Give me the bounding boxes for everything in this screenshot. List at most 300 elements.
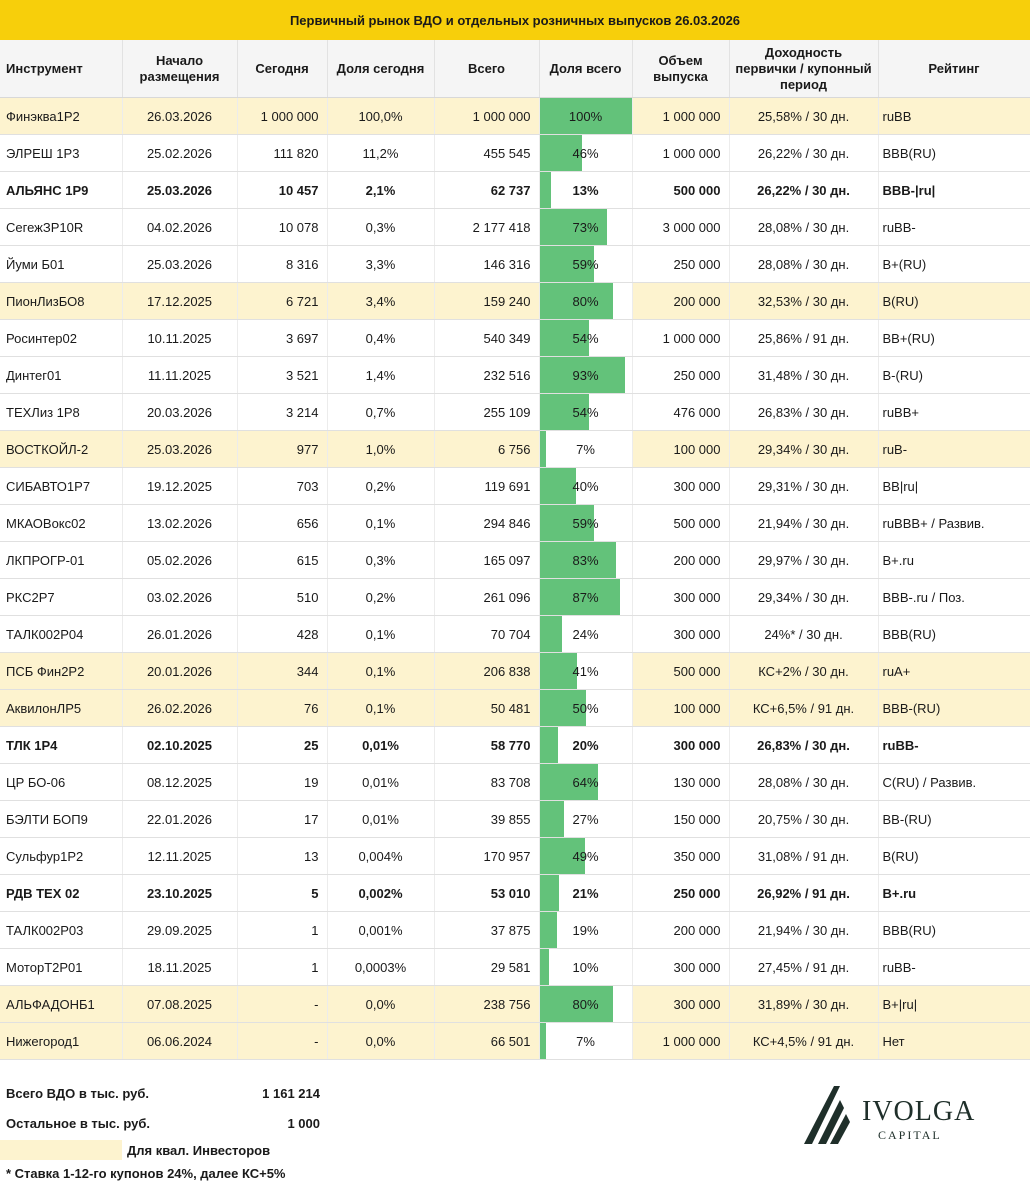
table-row [0,579,1030,616]
table-row [0,246,1030,283]
table-row [0,875,1030,912]
cell-total: 1 000 000 [434,98,539,135]
page-title [0,0,1030,40]
total-value: 1 161 214 [262,1086,320,1101]
cell-share-total [539,653,632,690]
cell-yield: 27,45% / 91 дн. [729,949,878,986]
share-total-label: 7% [576,1033,595,1049]
column-header-volume: Объем выпуска [632,40,729,98]
cell-share-total [539,801,632,838]
cell-share-total [539,98,632,135]
table-header-row [0,40,1030,98]
ivolga-logo [800,1078,1000,1153]
cell-volume: 500 000 [632,653,729,690]
share-total-label: 59% [572,515,599,531]
cell-share-today: 11,2% [327,135,434,172]
cell-total: 39 855 [434,801,539,838]
cell-start-date: 06.06.2024 [122,1023,237,1060]
logo-sub-text: CAPITAL [878,1128,942,1142]
cell-today: 10 457 [237,172,327,209]
cell-rating: BBB(RU) [878,616,1030,653]
cell-start-date: 25.03.2026 [122,431,237,468]
table-row [0,764,1030,801]
cell-start-date: 05.02.2026 [122,542,237,579]
cell-start-date: 08.12.2025 [122,764,237,801]
cell-yield: 31,89% / 30 дн. [729,986,878,1023]
other-value: 1 000 [287,1116,320,1131]
cell-today: 8 316 [237,246,327,283]
share-total-label: 7% [576,441,595,457]
total-label: Всего ВДО в тыс. руб. [6,1086,150,1101]
share-total-label: 83% [572,552,599,568]
cell-total: 232 516 [434,357,539,394]
cell-share-today: 0,0% [327,986,434,1023]
cell-share-today: 0,1% [327,653,434,690]
cell-rating: ruB- [878,431,1030,468]
table-row [0,209,1030,246]
cell-today: 111 820 [237,135,327,172]
cell-yield: 29,34% / 30 дн. [729,579,878,616]
cell-total: 119 691 [434,468,539,505]
cell-today: 1 [237,912,327,949]
cell-instrument: БЭЛТИ БОП9 [0,801,122,838]
cell-share-today: 0,3% [327,542,434,579]
cell-instrument: ВОСТКОЙЛ-2 [0,431,122,468]
share-total-label: 40% [572,478,599,494]
cell-start-date: 25.03.2026 [122,172,237,209]
cell-yield: 21,94% / 30 дн. [729,505,878,542]
cell-share-today: 0,2% [327,468,434,505]
cell-start-date: 10.11.2025 [122,320,237,357]
cell-today: 344 [237,653,327,690]
cell-start-date: 13.02.2026 [122,505,237,542]
cell-today: 1 [237,949,327,986]
share-total-label: 54% [572,404,599,420]
cell-yield: 26,83% / 30 дн. [729,394,878,431]
cell-total: 6 756 [434,431,539,468]
cell-start-date: 20.01.2026 [122,653,237,690]
cell-rating: BBB(RU) [878,135,1030,172]
cell-volume: 500 000 [632,505,729,542]
share-total-label: 80% [572,293,599,309]
cell-yield: 24%* / 30 дн. [729,616,878,653]
cell-rating: ruA+ [878,653,1030,690]
cell-share-today: 0,01% [327,764,434,801]
share-total-label: 20% [572,737,599,753]
cell-start-date: 26.01.2026 [122,616,237,653]
cell-share-today: 3,4% [327,283,434,320]
cell-volume: 500 000 [632,172,729,209]
cell-total: 159 240 [434,283,539,320]
cell-volume: 130 000 [632,764,729,801]
cell-share-today: 0,3% [327,209,434,246]
cell-yield: 29,31% / 30 дн. [729,468,878,505]
cell-rating: BBB(RU) [878,912,1030,949]
cell-volume: 1 000 000 [632,98,729,135]
cell-total: 2 177 418 [434,209,539,246]
cell-today: 977 [237,431,327,468]
cell-share-total [539,949,632,986]
cell-volume: 100 000 [632,690,729,727]
cell-instrument: ТАЛК002Р04 [0,616,122,653]
cell-rating: ruBB [878,98,1030,135]
column-header-rating: Рейтинг [878,40,1030,98]
cell-yield: 25,86% / 91 дн. [729,320,878,357]
cell-instrument: Динтег01 [0,357,122,394]
table-row [0,431,1030,468]
table-row [0,542,1030,579]
cell-rating: B+.ru [878,875,1030,912]
cell-rating: BB-(RU) [878,801,1030,838]
cell-share-total [539,209,632,246]
share-total-label: 13% [572,182,599,198]
cell-share-today: 0,2% [327,579,434,616]
cell-total: 70 704 [434,616,539,653]
cell-instrument: ТЛК 1Р4 [0,727,122,764]
table-row [0,468,1030,505]
cell-yield: 28,08% / 30 дн. [729,764,878,801]
cell-rating: C(RU) / Развив. [878,764,1030,801]
cell-volume: 1 000 000 [632,1023,729,1060]
table-row [0,172,1030,209]
cell-total: 294 846 [434,505,539,542]
table-row [0,653,1030,690]
cell-share-total [539,764,632,801]
cell-total: 62 737 [434,172,539,209]
cell-rating: Нет [878,1023,1030,1060]
cell-share-total [539,986,632,1023]
cell-yield: 31,08% / 91 дн. [729,838,878,875]
table-row [0,320,1030,357]
cell-instrument: Нижегород1 [0,1023,122,1060]
cell-instrument: Финэква1Р2 [0,98,122,135]
cell-instrument: ЭЛРЕШ 1Р3 [0,135,122,172]
table-row [0,912,1030,949]
cell-start-date: 11.11.2025 [122,357,237,394]
cell-instrument: ЦР БО-06 [0,764,122,801]
cell-volume: 250 000 [632,357,729,394]
cell-share-total [539,838,632,875]
cell-instrument: СегежЗР10R [0,209,122,246]
cell-today: - [237,1023,327,1060]
table-row [0,727,1030,764]
cell-volume: 300 000 [632,949,729,986]
column-header-instrument: Инструмент [0,40,122,98]
cell-rating: B(RU) [878,283,1030,320]
cell-share-today: 0,01% [327,801,434,838]
bonds-table [0,40,1030,1060]
cell-today: 510 [237,579,327,616]
share-total-label: 21% [572,885,599,901]
table-row [0,616,1030,653]
cell-instrument: РКС2Р7 [0,579,122,616]
cell-volume: 200 000 [632,912,729,949]
cell-volume: 300 000 [632,616,729,653]
cell-instrument: ТЕХЛиз 1Р8 [0,394,122,431]
cell-yield: 25,58% / 30 дн. [729,98,878,135]
cell-instrument: МКАОВокс02 [0,505,122,542]
cell-share-total [539,246,632,283]
table-row [0,394,1030,431]
table-row [0,357,1030,394]
cell-today: 19 [237,764,327,801]
cell-instrument: ТАЛК002Р03 [0,912,122,949]
cell-share-today: 0,0% [327,1023,434,1060]
cell-total: 53 010 [434,875,539,912]
cell-share-today: 0,1% [327,505,434,542]
cell-rating: BBB-|ru| [878,172,1030,209]
legend-swatch [0,1140,122,1160]
cell-share-today: 0,002% [327,875,434,912]
cell-today: 76 [237,690,327,727]
cell-share-total [539,320,632,357]
cell-rating: ruBB- [878,949,1030,986]
cell-share-total [539,616,632,653]
cell-total: 66 501 [434,1023,539,1060]
cell-volume: 150 000 [632,801,729,838]
cell-today: 3 214 [237,394,327,431]
cell-volume: 250 000 [632,875,729,912]
cell-rating: BBB-.ru / Поз. [878,579,1030,616]
cell-instrument: ПСБ Фин2Р2 [0,653,122,690]
table-row [0,283,1030,320]
cell-instrument: Йуми Б01 [0,246,122,283]
share-total-label: 46% [572,145,599,161]
cell-total: 50 481 [434,690,539,727]
title-text: Первичный рынок ВДО и отдельных розничных выпусков 26.03.2026 [289,12,741,28]
logo-mark-icon [800,1078,860,1148]
table-row [0,690,1030,727]
cell-yield: 21,94% / 30 дн. [729,912,878,949]
table-row [0,986,1030,1023]
legend-label: Для квал. Инвесторов [127,1143,271,1158]
cell-yield: 31,48% / 30 дн. [729,357,878,394]
table-row [0,838,1030,875]
cell-share-total [539,394,632,431]
cell-share-today: 3,3% [327,246,434,283]
cell-volume: 300 000 [632,986,729,1023]
cell-total: 455 545 [434,135,539,172]
cell-volume: 100 000 [632,431,729,468]
cell-volume: 350 000 [632,838,729,875]
cell-total: 206 838 [434,653,539,690]
cell-share-today: 0,4% [327,320,434,357]
cell-total: 165 097 [434,542,539,579]
cell-instrument: МоторТ2Р01 [0,949,122,986]
table-footer [0,1078,1030,1200]
table-row [0,949,1030,986]
cell-share-today: 0,7% [327,394,434,431]
cell-share-today: 0,1% [327,616,434,653]
cell-share-total [539,135,632,172]
table-body [0,98,1030,1060]
cell-today: 5 [237,875,327,912]
cell-start-date: 03.02.2026 [122,579,237,616]
cell-yield: КС+6,5% / 91 дн. [729,690,878,727]
column-header-share-today: Доля сегодня [327,40,434,98]
cell-share-today: 0,01% [327,727,434,764]
cell-total: 58 770 [434,727,539,764]
cell-start-date: 20.03.2026 [122,394,237,431]
cell-instrument: АквилонЛР5 [0,690,122,727]
cell-instrument: Росинтер02 [0,320,122,357]
other-label: Остальное в тыс. руб. [6,1116,150,1131]
cell-total: 29 581 [434,949,539,986]
cell-volume: 200 000 [632,542,729,579]
cell-today: 13 [237,838,327,875]
cell-start-date: 29.09.2025 [122,912,237,949]
cell-start-date: 12.11.2025 [122,838,237,875]
cell-total: 238 756 [434,986,539,1023]
cell-start-date: 07.08.2025 [122,986,237,1023]
cell-instrument: Сульфур1Р2 [0,838,122,875]
cell-rating: ruBBB+ / Развив. [878,505,1030,542]
cell-start-date: 22.01.2026 [122,801,237,838]
share-total-label: 24% [572,626,599,642]
cell-rating: B-(RU) [878,357,1030,394]
cell-share-total [539,542,632,579]
cell-total: 255 109 [434,394,539,431]
cell-today: 656 [237,505,327,542]
share-total-label: 93% [572,367,599,383]
cell-volume: 476 000 [632,394,729,431]
cell-instrument: АЛЬЯНС 1Р9 [0,172,122,209]
cell-share-total [539,357,632,394]
share-total-label: 87% [572,589,599,605]
cell-volume: 1 000 000 [632,135,729,172]
cell-yield: 26,92% / 91 дн. [729,875,878,912]
cell-rating: B+(RU) [878,246,1030,283]
share-total-label: 80% [572,996,599,1012]
cell-volume: 250 000 [632,246,729,283]
cell-yield: 28,08% / 30 дн. [729,246,878,283]
cell-yield: 20,75% / 30 дн. [729,801,878,838]
table-row [0,98,1030,135]
cell-today: 428 [237,616,327,653]
cell-start-date: 02.10.2025 [122,727,237,764]
table-row [0,1023,1030,1060]
cell-volume: 200 000 [632,283,729,320]
cell-yield: 29,34% / 30 дн. [729,431,878,468]
cell-instrument: СИБАВТО1Р7 [0,468,122,505]
cell-instrument: ЛКПРОГР-01 [0,542,122,579]
cell-rating: ruBB- [878,209,1030,246]
cell-volume: 300 000 [632,468,729,505]
cell-rating: B+.ru [878,542,1030,579]
cell-total: 261 096 [434,579,539,616]
cell-instrument: АЛЬФАДОНБ1 [0,986,122,1023]
cell-rating: BBB-(RU) [878,690,1030,727]
cell-instrument: РДВ ТЕХ 02 [0,875,122,912]
cell-rating: BB|ru| [878,468,1030,505]
cell-instrument: ПионЛизБО8 [0,283,122,320]
cell-today: 1 000 000 [237,98,327,135]
cell-yield: 26,83% / 30 дн. [729,727,878,764]
cell-share-today: 100,0% [327,98,434,135]
cell-rating: ruBB- [878,727,1030,764]
cell-start-date: 26.02.2026 [122,690,237,727]
cell-today: 6 721 [237,283,327,320]
cell-volume: 300 000 [632,579,729,616]
cell-today: 3 521 [237,357,327,394]
cell-total: 540 349 [434,320,539,357]
cell-today: 3 697 [237,320,327,357]
cell-volume: 1 000 000 [632,320,729,357]
cell-share-today: 1,4% [327,357,434,394]
cell-share-total [539,875,632,912]
column-header-total: Всего [434,40,539,98]
cell-yield: 26,22% / 30 дн. [729,172,878,209]
share-total-label: 41% [572,663,599,679]
share-total-label: 10% [572,959,599,975]
share-total-label: 64% [572,774,599,790]
cell-share-total [539,1023,632,1060]
cell-share-total [539,912,632,949]
cell-yield: 29,97% / 30 дн. [729,542,878,579]
cell-share-total [539,690,632,727]
cell-share-total [539,727,632,764]
cell-yield: 28,08% / 30 дн. [729,209,878,246]
share-total-label: 100% [568,108,603,124]
cell-start-date: 25.03.2026 [122,246,237,283]
cell-share-today: 2,1% [327,172,434,209]
cell-share-today: 0,0003% [327,949,434,986]
cell-rating: ruBB+ [878,394,1030,431]
cell-total: 83 708 [434,764,539,801]
column-header-share-total: Доля всего [539,40,632,98]
footnote: * Ставка 1-12-го купонов 24%, далее КС+5% [6,1166,286,1181]
cell-today: 25 [237,727,327,764]
cell-share-total [539,505,632,542]
cell-start-date: 25.02.2026 [122,135,237,172]
cell-share-total [539,283,632,320]
share-total-label: 19% [572,922,599,938]
cell-yield: КС+2% / 30 дн. [729,653,878,690]
cell-today: 615 [237,542,327,579]
column-header-today: Сегодня [237,40,327,98]
cell-yield: 32,53% / 30 дн. [729,283,878,320]
share-total-label: 54% [572,330,599,346]
cell-today: - [237,986,327,1023]
table-row [0,505,1030,542]
cell-start-date: 26.03.2026 [122,98,237,135]
cell-total: 170 957 [434,838,539,875]
table-row [0,135,1030,172]
cell-share-total [539,468,632,505]
cell-rating: BB+(RU) [878,320,1030,357]
share-total-label: 73% [572,219,599,235]
column-header-yield: Доходность первички / купонный период [729,40,878,98]
cell-rating: B(RU) [878,838,1030,875]
cell-start-date: 17.12.2025 [122,283,237,320]
cell-share-today: 0,1% [327,690,434,727]
cell-start-date: 19.12.2025 [122,468,237,505]
cell-today: 703 [237,468,327,505]
cell-share-today: 0,004% [327,838,434,875]
cell-yield: КС+4,5% / 91 дн. [729,1023,878,1060]
cell-share-total [539,431,632,468]
cell-share-today: 0,001% [327,912,434,949]
column-header-start: Начало размещения [122,40,237,98]
share-total-label: 50% [572,700,599,716]
cell-share-total [539,579,632,616]
logo-main-text: IVOLGA [862,1096,976,1127]
share-total-label: 59% [572,256,599,272]
cell-total: 37 875 [434,912,539,949]
cell-total: 146 316 [434,246,539,283]
cell-yield: 26,22% / 30 дн. [729,135,878,172]
cell-start-date: 23.10.2025 [122,875,237,912]
